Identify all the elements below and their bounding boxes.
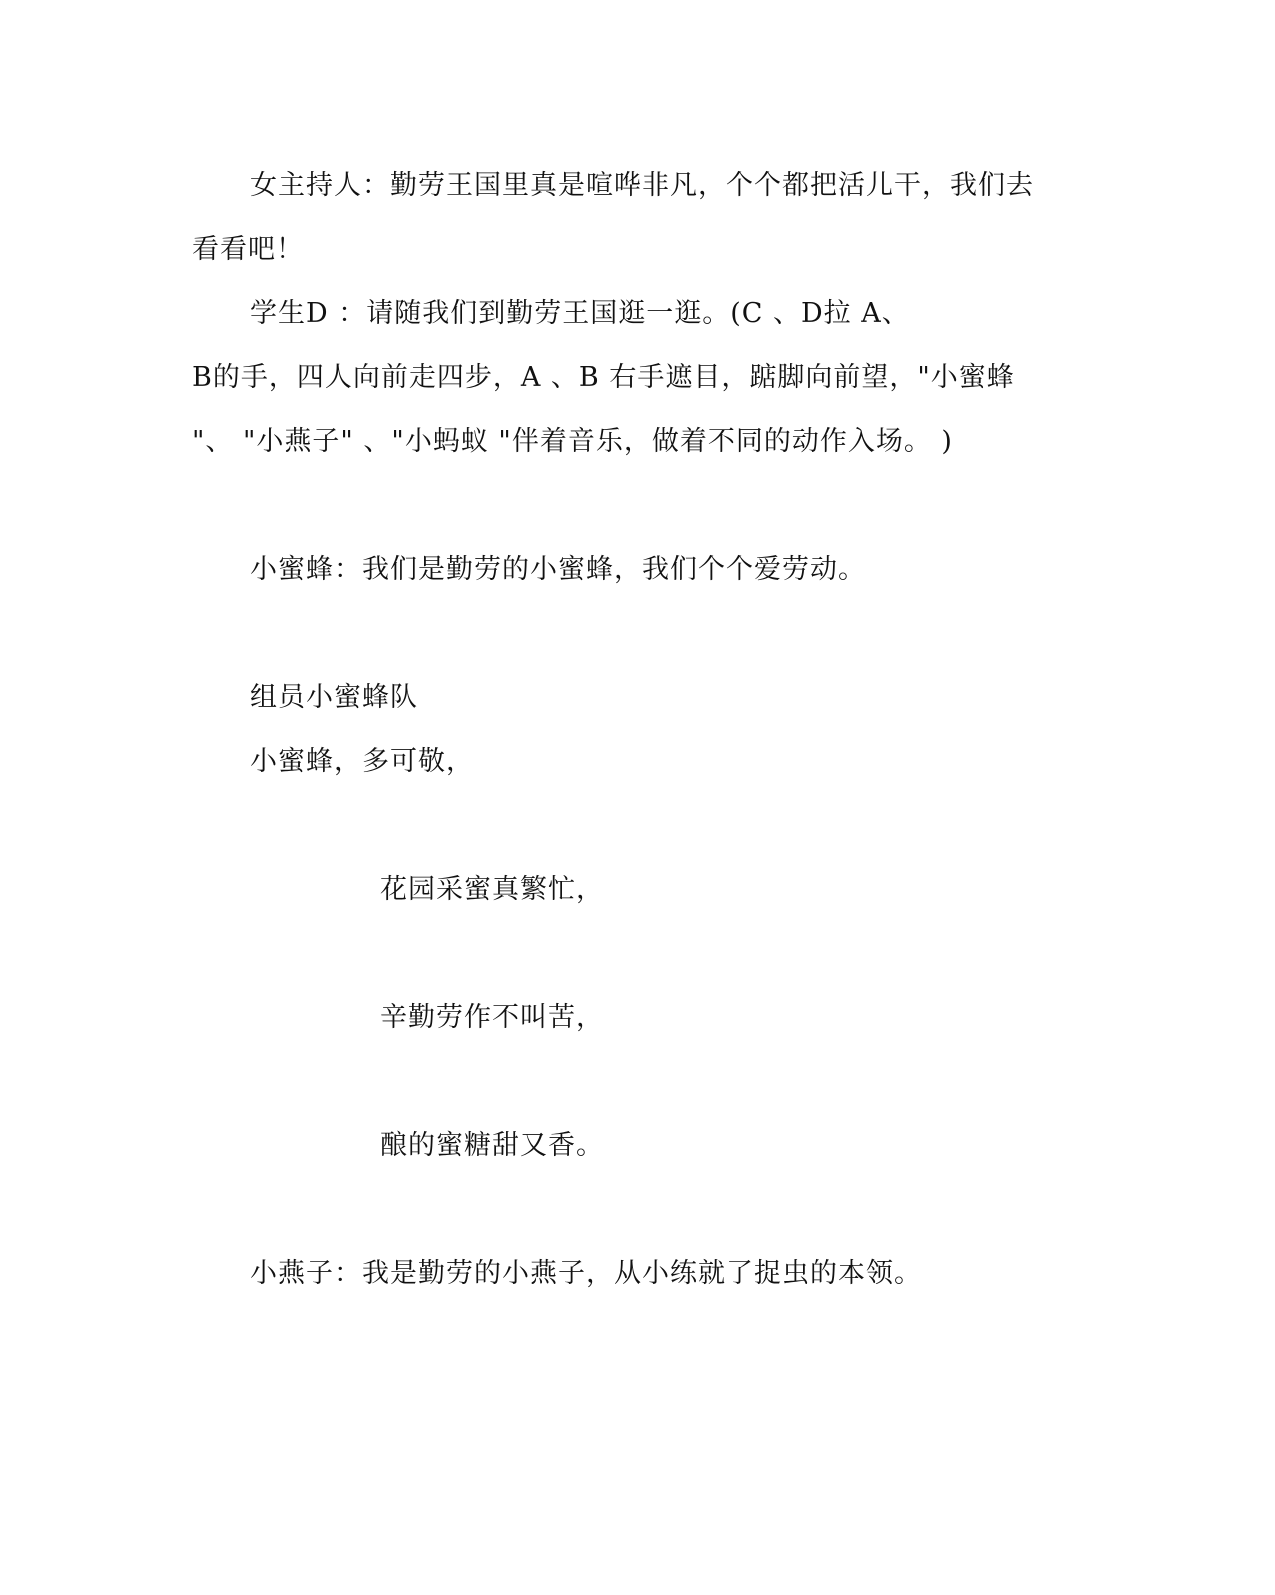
swallow-line: 小燕子：我是勤劳的小燕子，从小练就了捉虫的本领。 — [250, 1258, 922, 1289]
stage-direction-line-2: "、 "小燕子" 、"小蚂蚁 "伴着音乐，做着不同的动作入场。 ) — [192, 426, 953, 457]
bee-team-heading: 组员小蜜蜂队 — [250, 682, 418, 713]
student-d-line-1: 学生D ：请随我们到勤劳王国逛一逛。(C 、D拉 A、 — [250, 298, 910, 329]
bee-line: 小蜜蜂：我们是勤劳的小蜜蜂，我们个个爱劳动。 — [250, 554, 866, 585]
poem-line-2: 花园采蜜真繁忙， — [380, 874, 604, 905]
host-line-2: 看看吧！ — [192, 234, 304, 265]
poem-line-1: 小蜜蜂，多可敬， — [250, 746, 474, 777]
poem-line-3: 辛勤劳作不叫苦， — [380, 1002, 604, 1033]
poem-line-4: 酿的蜜糖甜又香。 — [380, 1130, 604, 1161]
stage-direction-line-1: B的手，四人向前走四步，A 、B 右手遮目，踮脚向前望，"小蜜蜂 — [192, 362, 1015, 393]
host-line-1: 女主持人：勤劳王国里真是喧哗非凡，个个都把活儿干，我们去 — [250, 170, 1034, 201]
